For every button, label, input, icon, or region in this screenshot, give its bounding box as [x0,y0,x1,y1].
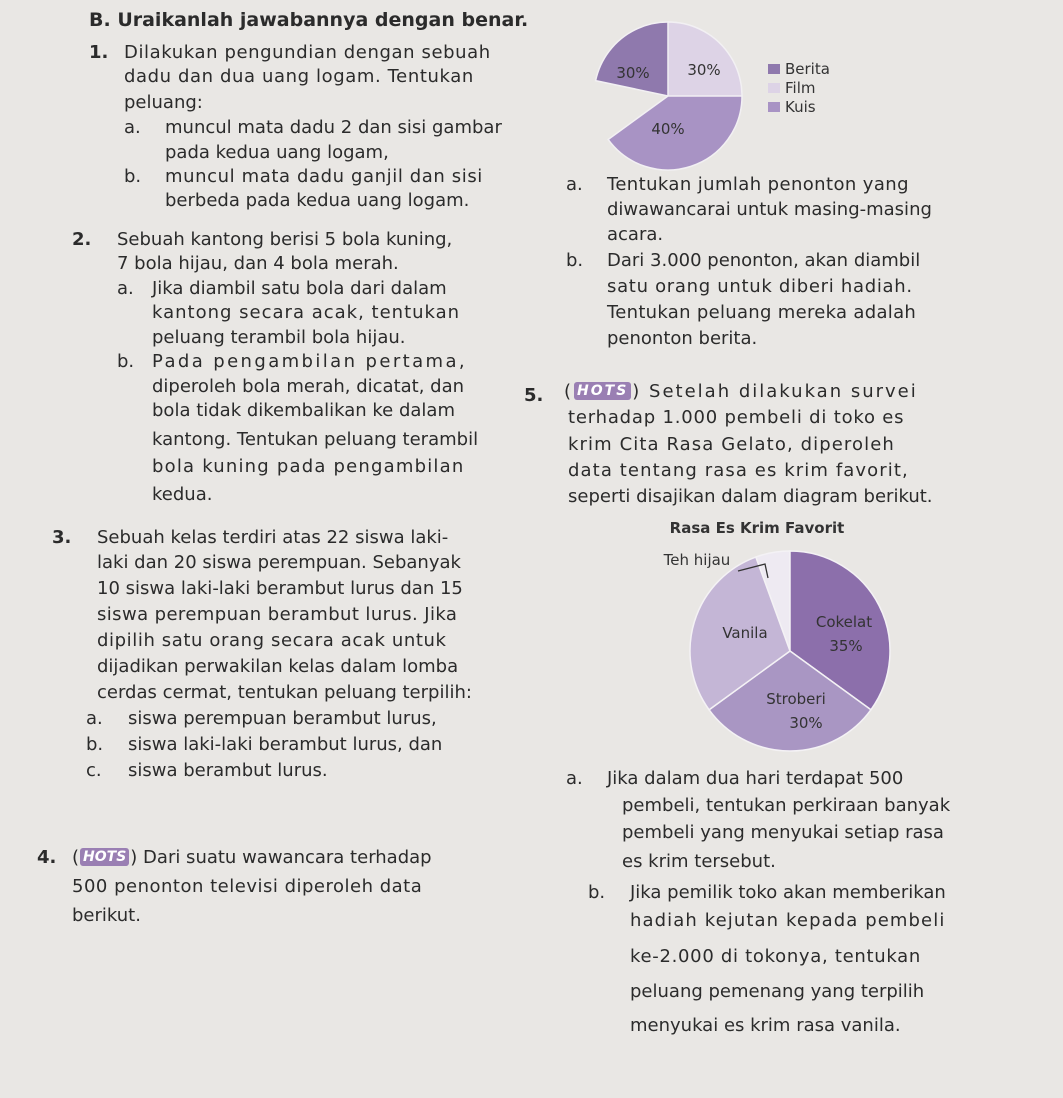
slice-value-cokelat: 35% [829,637,863,655]
q3-a-text: siswa perempuan berambut lurus, [128,708,437,729]
q2-b-line-2: diperoleh bola merah, dicatat, dan [152,376,465,397]
q2-a-label: a. [117,278,134,299]
q1-line-1: Dilakukan pengundian dengan sebuah [124,42,491,63]
q4-b-line-4: penonton berita. [607,328,758,349]
q4-line-2: 500 penonton televisi diperoleh data [72,876,423,897]
q3-line-5: dipilih satu orang secara acak untuk [97,630,447,651]
q3-line-6: dijadikan perwakilan kelas dalam lomba [97,656,459,677]
chart-title-ice-cream: Rasa Es Krim Favorit [669,519,845,537]
slice-label-stroberi: Stroberi [766,690,826,708]
q5-b-line-1: Jika pemilik toko akan memberikan [630,882,946,903]
slice-value-stroberi: 30% [789,714,823,732]
slice-label-cokelat: Cokelat [815,613,873,631]
q1-a-line-2: pada kedua uang logam, [165,142,389,163]
q3-b-text: siswa laki-laki berambut lurus, dan [128,734,443,755]
q2-b-line-1: Pada pengambilan pertama, [152,351,468,372]
q1-b-label: b. [124,166,142,187]
q5-line-1-text: Setelah dilakukan survei [649,381,918,402]
q2-a-line-3: peluang terambil bola hijau. [152,327,406,348]
q3-c-label: c. [86,760,102,781]
q5-number: 5. [524,385,544,406]
q3-a-label: a. [86,708,103,729]
section-title: B. Uraikanlah jawabannya dengan benar. [89,9,529,31]
q5-a-label: a. [566,768,583,789]
hots-badge-q4: HOTS [80,848,129,866]
q5-a-line-2: pembeli, tentukan perkiraan banyak [622,795,951,816]
legend-swatch-berita [768,64,780,74]
slice-label-berita: 30% [616,64,650,82]
q2-b-label: b. [117,351,135,372]
ice-cream-pie-chart [663,551,890,751]
q2-b-line-5: bola kuning pada pengambilan [152,456,465,477]
q1-b-line-2: berbeda pada kedua uang logam. [165,190,470,211]
q5-b-line-3: ke-2.000 di tokonya, tentukan [630,946,922,967]
q3-line-4: siswa perempuan berambut lurus. Jika [97,604,458,625]
q1-line-3: peluang: [124,92,203,113]
slice-label-kuis: 40% [651,120,685,138]
q1-number: 1. [89,42,109,63]
tv-pie-chart [596,22,742,170]
q2-a-line-1: Jika diambil satu bola dari dalam [152,278,447,299]
q2-number: 2. [72,229,92,250]
q3-line-2: laki dan 20 siswa perempuan. Sebanyak [97,552,461,573]
slice-label-vanila: Vanila [722,624,768,642]
q4-b-label: b. [566,250,584,271]
legend-label-film: Film [785,79,816,97]
q2-b-line-3: bola tidak dikembalikan ke dalam [152,400,455,421]
q5-a-line-4: es krim tersebut. [622,851,776,872]
q3-line-7: cerdas cermat, tentukan peluang terpilih: [97,682,472,703]
q4-number: 4. [37,847,57,868]
q2-line-1: Sebuah kantong berisi 5 bola kuning, [117,229,453,250]
q1-line-2: dadu dan dua uang logam. Tentukan [124,66,474,87]
q2-b-line-6: kedua. [152,484,213,505]
q4-line-3: berikut. [72,905,141,926]
q2-line-2: 7 bola hijau, dan 4 bola merah. [117,253,399,274]
slice-label-teh-hijau: Teh hijau [663,551,731,569]
q4-a-label: a. [566,174,583,195]
q3-b-label: b. [86,734,104,755]
legend-swatch-kuis [768,102,780,112]
q5-b-label: b. [588,882,606,903]
q5-line-1: ( HOTS ) Setelah dilakukan survei [564,381,918,402]
q5-line-3: krim Cita Rasa Gelato, diperoleh [568,434,895,455]
q4-line-1: ( HOTS ) Dari suatu wawancara terhadap [72,847,432,868]
q4-line-1-text: Dari suatu wawancara terhadap [143,847,432,868]
q5-b-line-2: hadiah kejutan kepada pembeli [630,910,946,931]
q4-a-line-2: diwawancarai untuk masing-masing [607,199,932,220]
q5-line-2: terhadap 1.000 pembeli di toko es [568,407,905,428]
hots-badge-q5: HOTS [574,382,631,400]
q4-b-line-1: Dari 3.000 penonton, akan diambil [607,250,921,271]
q4-a-line-1: Tentukan jumlah penonton yang [607,174,909,195]
q3-line-3: 10 siswa laki-laki berambut lurus dan 15 [97,578,463,599]
slice-label-film: 30% [687,61,721,79]
q1-b-line-1: muncul mata dadu ganjil dan sisi [165,166,483,187]
q5-line-4: data tentang rasa es krim favorit, [568,460,909,481]
q1-a-label: a. [124,117,141,138]
q2-a-line-2: kantong secara acak, tentukan [152,302,461,323]
q3-number: 3. [52,527,72,548]
q2-b-line-4: kantong. Tentukan peluang terambil [152,429,479,450]
q4-b-line-2: satu orang untuk diberi hadiah. [607,276,913,297]
legend-swatch-film [768,83,780,93]
q3-line-1: Sebuah kelas terdiri atas 22 siswa laki- [97,527,449,548]
q5-b-line-4: peluang pemenang yang terpilih [630,981,925,1002]
legend-label-berita: Berita [785,60,830,78]
legend-label-kuis: Kuis [785,98,816,116]
q4-b-line-3: Tentukan peluang mereka adalah [607,302,917,323]
q3-c-text: siswa berambut lurus. [128,760,328,781]
q1-a-line-1: muncul mata dadu 2 dan sisi gambar [165,117,502,138]
tv-pie-legend [768,60,830,116]
q5-a-line-1: Jika dalam dua hari terdapat 500 [607,768,904,789]
q5-line-5: seperti disajikan dalam diagram berikut. [568,486,933,507]
q5-a-line-3: pembeli yang menyukai setiap rasa [622,822,944,843]
q5-b-line-5: menyukai es krim rasa vanila. [630,1015,901,1036]
q4-a-line-3: acara. [607,224,664,245]
